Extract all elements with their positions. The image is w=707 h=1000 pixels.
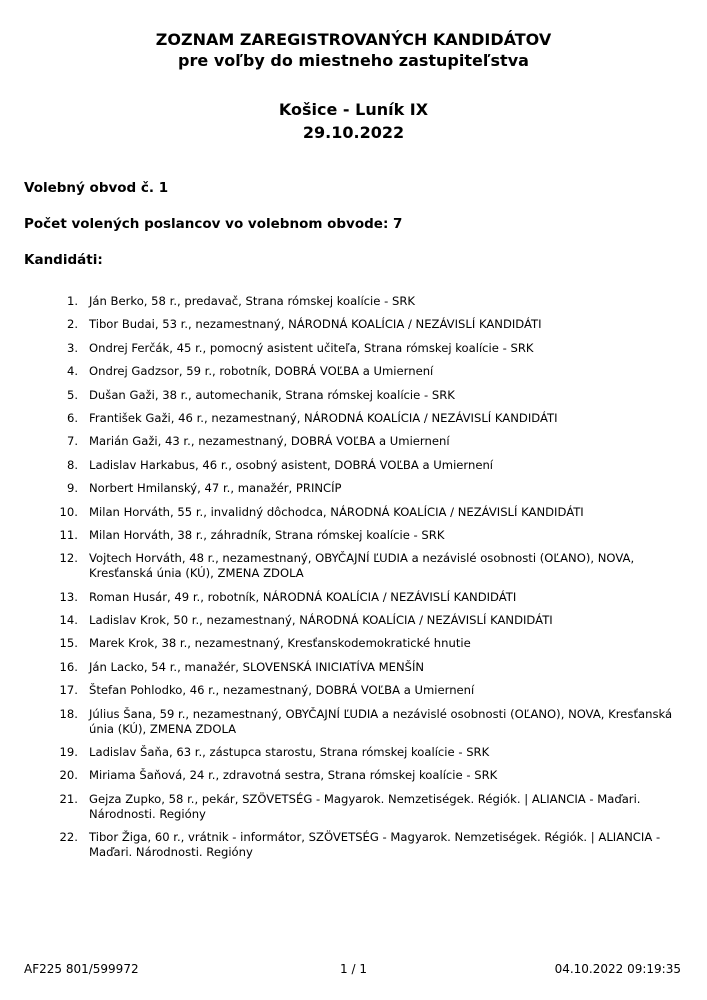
candidate-number: 9. (66, 481, 78, 496)
candidate-number: 4. (66, 364, 78, 379)
candidate-item (0, 792, 707, 822)
page-number: 1 / 1 (340, 962, 367, 976)
candidates-heading: Kandidáti: (24, 252, 103, 268)
candidate-text: Ladislav Harkabus, 46 r., osobný asistent, DOBRÁ VOĽBA a Umiernení (89, 457, 494, 472)
election-date: 29.10.2022 (302, 123, 405, 142)
candidate-number: 16. (59, 659, 78, 674)
candidate-item (0, 707, 707, 737)
candidate-text: Miriama Šaňová, 24 r., zdravotná sestra, Strana rómskej koalície - SRK (89, 768, 498, 783)
candidate-item (0, 745, 707, 760)
candidate-text: Milan Horváth, 55 r., invalidný dôchodca, NÁRODNÁ KOALÍCIA / NEZÁVISLÍ KANDIDÁTI (89, 504, 584, 519)
candidate-item (0, 551, 707, 581)
candidate-number: 2. (66, 317, 78, 332)
candidate-number: 8. (66, 457, 78, 472)
candidate-number: 20. (59, 768, 78, 783)
candidate-number: 19. (59, 745, 78, 760)
candidate-number: 12. (59, 551, 78, 566)
candidate-number: 11. (59, 527, 78, 542)
candidate-text: Ján Berko, 58 r., predavač, Strana rómskej koalície - SRK (89, 294, 415, 308)
candidate-text: Ján Lacko, 54 r., manažér, SLOVENSKÁ INICIATÍVA MENŠÍN (89, 659, 425, 674)
candidate-number: 14. (59, 613, 78, 628)
candidate-item (0, 341, 707, 356)
candidate-item (0, 636, 707, 651)
candidate-item (0, 364, 707, 379)
candidate-number: 3. (66, 340, 78, 355)
candidate-text: Roman Husár, 49 r., robotník, NÁRODNÁ KOALÍCIA / NEZÁVISLÍ KANDIDÁTI (89, 589, 517, 604)
candidate-item (0, 590, 707, 605)
municipality-name: Košice - Luník IX (278, 100, 429, 119)
candidate-number: 10. (59, 504, 78, 519)
candidate-number: 17. (59, 683, 78, 698)
candidate-text: Štefan Pohlodko, 46 r., nezamestnaný, DOBRÁ VOĽBA a Umiernení (89, 683, 475, 698)
candidate-item (0, 458, 707, 473)
candidate-item (0, 683, 707, 698)
candidate-item (0, 481, 707, 496)
candidate-item (0, 388, 707, 403)
candidate-text: Marián Gaži, 43 r., nezamestnaný, DOBRÁ VOĽBA a Umiernení (89, 434, 450, 449)
candidate-text: Milan Horváth, 38 r., záhradník, Strana rómskej koalície - SRK (89, 527, 445, 542)
candidate-number: 13. (59, 589, 78, 604)
candidate-number: 22. (59, 830, 78, 845)
candidate-number: 1. (66, 294, 78, 308)
candidate-item (0, 768, 707, 783)
candidate-text: Vojtech Horváth, 48 r., nezamestnaný, OBYČAJNÍ ĽUDIA a nezávislé osobnosti (OĽANO), NOVA, Kresťanská únia (KÚ), ZMENA ZDOLA (89, 551, 635, 581)
candidate-text: Ondrej Gadzsor, 59 r., robotník, DOBRÁ VOĽBA a Umiernení (89, 364, 434, 379)
candidate-text: Ladislav Šaňa, 63 r., zástupca starostu, Strana rómskej koalície - SRK (89, 745, 490, 760)
candidate-text: Július Šana, 59 r., nezamestnaný, OBYČAJNÍ ĽUDIA a nezávislé osobnosti (OĽANO), NOVA, Kresťanská únia (KÚ), ZMENA ZDOLA (89, 706, 673, 736)
candidate-item (0, 317, 707, 332)
candidate-item (0, 830, 707, 860)
candidate-number: 18. (59, 706, 78, 721)
candidate-text: Marek Krok, 38 r., nezamestnaný, Kresťanskodemokratické hnutie (89, 636, 471, 651)
candidate-item (0, 505, 707, 520)
candidate-text: František Gaži, 46 r., nezamestnaný, NÁRODNÁ KOALÍCIA / NEZÁVISLÍ KANDIDÁTI (89, 410, 558, 425)
candidate-text: Tibor Budai, 53 r., nezamestnaný, NÁRODNÁ KOALÍCIA / NEZÁVISLÍ KANDIDÁTI (89, 317, 542, 332)
candidate-item (0, 613, 707, 628)
candidate-number: 5. (66, 387, 78, 402)
candidate-text: Ladislav Krok, 50 r., nezamestnaný, NÁRODNÁ KOALÍCIA / NEZÁVISLÍ KANDIDÁTI (89, 613, 553, 628)
seats-label: Počet volených poslancov vo volebnom obvode: 7 (24, 216, 403, 232)
candidate-text: Tibor Žiga, 60 r., vrátnik - informátor, SZÖVETSÉG - Magyarok. Nemzetiségek. Régiók. | ALIANCIA - Maďari. Národnosti. Regióny (89, 830, 661, 860)
candidate-number: 6. (66, 410, 78, 425)
candidate-text: Ondrej Ferčák, 45 r., pomocný asistent učiteľa, Strana rómskej koalície - SRK (89, 340, 534, 355)
candidate-number: 7. (66, 434, 78, 449)
district-label: Volebný obvod č. 1 (24, 180, 169, 196)
candidate-list (0, 294, 707, 869)
candidate-item (0, 294, 707, 309)
candidate-number: 15. (59, 636, 78, 651)
candidate-item (0, 528, 707, 543)
candidate-text: Dušan Gaži, 38 r., automechanik, Strana rómskej koalície - SRK (89, 387, 455, 402)
candidate-text: Norbert Hmilanský, 47 r., manažér, PRINCÍP (89, 481, 342, 496)
candidate-item (0, 434, 707, 449)
candidate-item (0, 411, 707, 426)
candidate-item (0, 660, 707, 675)
candidate-text: Gejza Zupko, 58 r., pekár, SZÖVETSÉG - Magyarok. Nemzetiségek. Régiók. | ALIANCIA - Maďari. Národnosti. Regióny (89, 791, 641, 821)
document-subtitle: pre voľby do miestneho zastupiteľstva (178, 51, 529, 70)
document-id: AF225 801/599972 (24, 962, 139, 976)
print-timestamp: 04.10.2022 09:19:35 (554, 962, 681, 976)
document-title: ZOZNAM ZAREGISTROVANÝCH KANDIDÁTOV (155, 30, 552, 49)
candidate-number: 21. (59, 791, 78, 806)
